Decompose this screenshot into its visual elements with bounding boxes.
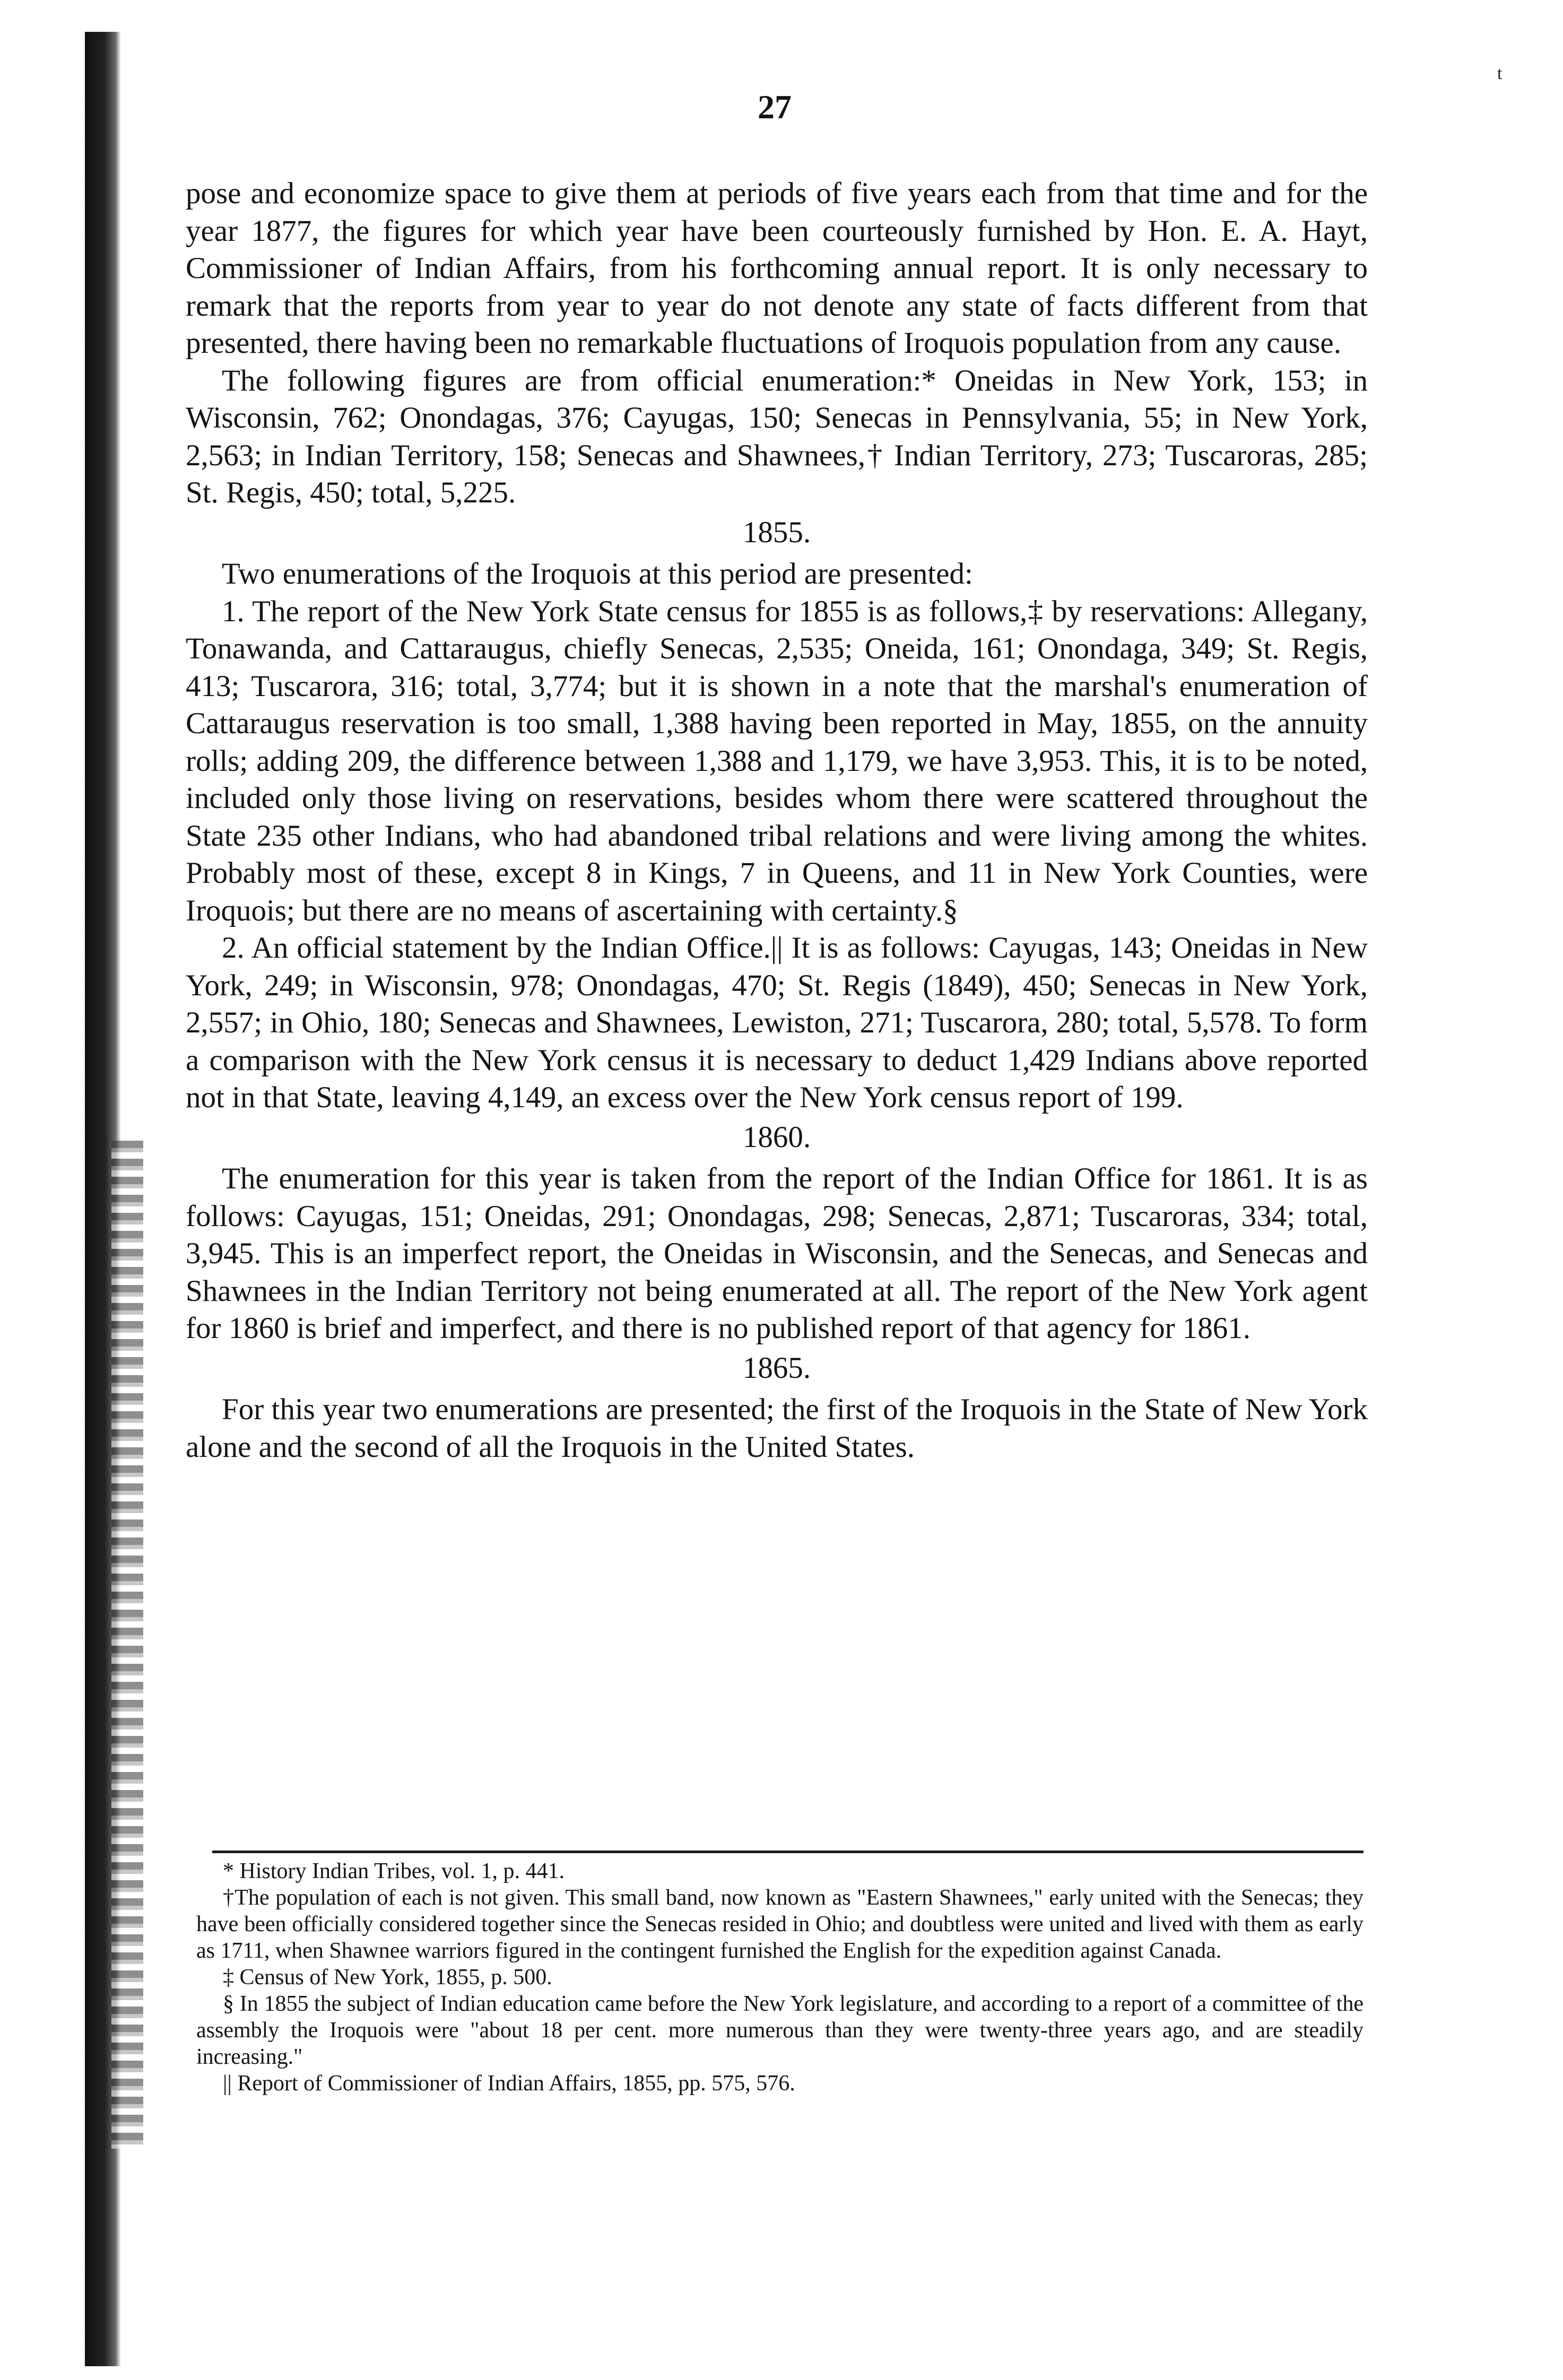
paragraph-enumeration-1865: For this year two enumerations are presented; the first of the Iroquois in the State of New York alone and the second of all the Iroquois in the United States.: [186, 1393, 1368, 1464]
footnote-eastern-shawnees: †The population of each is not given. This small band, now known as "Eastern Shawnees," early united with the Senecas; they have been officially considered together since the Senecas resided in Ohio; and doubtless were united and lived with them as early as 1711, when Shawnee warriors figured in the contingent furnished the English for the expedition against Canada.: [196, 1886, 1364, 1963]
paragraph-two-enumerations: Two enumerations of the Iroquois at this period are presented:: [222, 557, 973, 590]
footnote-census-ny: ‡ Census of New York, 1855, p. 500.: [223, 1965, 552, 1990]
heading-year-1860: 1860.: [742, 1120, 811, 1154]
footnotes: [196, 1858, 1364, 2097]
paragraph-continuation: pose and economize space to give them at periods of five years each from that time and for the year 1877, the figures for which year have been courteously furnished by Hon. E. A. Hayt, Commissioner of Indian Affairs, from his forthcoming annual report. It is only necessary to remark that the reports from year to year do not denote any state of facts different from that presented, there having been no remarkable fluctuations of Iroquois population from any cause.: [186, 177, 1368, 360]
margin-mark: t: [1497, 64, 1503, 83]
paragraph-state-census-1855: 1. The report of the New York State census for 1855 is as follows,‡ by reservations: Allegany, Tonawanda, and Cattaraugus, chiefly Senecas, 2,535; Oneida, 161; Onondaga, 349; St. Regis, 413; Tuscarora, 316; total, 3,774; but it is shown in a note that the marshal's enumeration of Cattaraugus reservation is too small, 1,388 having been reported in May, 1855, on the annuity rolls; adding 209, the difference between 1,388 and 1,179, we have 3,953. This, it is to be noted, included only those living on reservations, besides whom there were scattered throughout the State 235 other Indians, who had abandoned tribal relations and were living among the whites. Probably most of these, except 8 in Kings, 7 in Queens, and 11 in New York Counties, were Iroquois; but there are no means of ascertaining with certainty.§: [186, 594, 1368, 927]
main-text: [186, 175, 1368, 1466]
heading-year-1865: 1865.: [742, 1351, 811, 1385]
heading-year-1855: 1855.: [742, 515, 811, 549]
paragraph-enumeration-1860: The enumeration for this year is taken from the report of the Indian Office for 1861. It is as follows: Cayugas, 151; Oneidas, 291; Onondagas, 298; Senecas, 2,871; Tuscaroras, 334; total, 3,945. This is an imperfect report, the Oneidas in Wisconsin, and the Senecas, and Senecas and Shawnees in the Indian Territory not being enumerated at all. The report of the New York agent for 1860 is brief and imperfect, and there is no published report of that agency for 1861.: [186, 1162, 1368, 1345]
footnote-history-tribes: * History Indian Tribes, vol. 1, p. 441.: [223, 1859, 565, 1883]
paragraph-indian-office-statement: 2. An official statement by the Indian Office.|| It is as follows: Cayugas, 143; Oneidas in New York, 249; in Wisconsin, 978; Onondagas, 470; St. Regis (1849), 450; Senecas in New York, 2,557; in Ohio, 180; Senecas and Shawnees, Lewiston, 271; Tuscarora, 280; total, 5,578. To form a comparison with the New York census it is necessary to deduct 1,429 Indians above reported not in that State, leaving 4,149, an excess over the New York census report of 199.: [186, 931, 1368, 1114]
footnote-indian-education: § In 1855 the subject of Indian education came before the New York legislature, and according to a report of a committee of the assembly the Iroquois were "about 18 per cent. more numerous than they were twenty-three years ago, and are steadily increasing.": [196, 1992, 1364, 2069]
page-number: 27: [758, 88, 792, 126]
paragraph-official-enumeration: The following figures are from official enumeration:* Oneidas in New York, 153; in Wisconsin, 762; Onondagas, 376; Cayugas, 150; Senecas in Pennsylvania, 55; in New York, 2,563; in Indian Territory, 158; Senecas and Shawnees,† Indian Territory, 273; Tuscaroras, 285; St. Regis, 450; total, 5,225.: [186, 363, 1368, 509]
footnote-commissioner-report: || Report of Commissioner of Indian Affairs, 1855, pp. 575, 576.: [223, 2071, 795, 2096]
footnote-divider: [212, 1851, 1364, 1853]
scan-torn-margin: [111, 1141, 143, 2149]
